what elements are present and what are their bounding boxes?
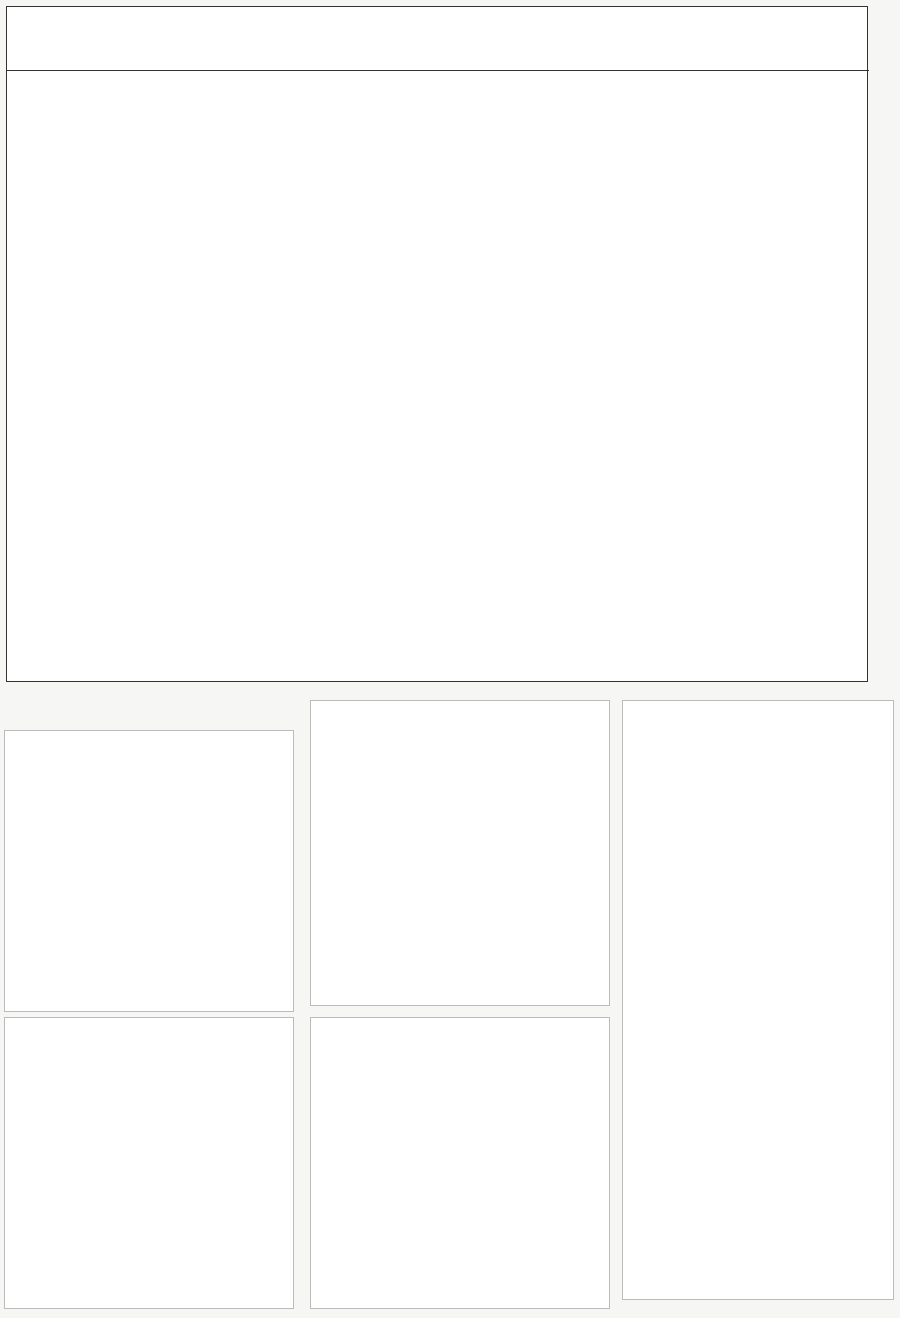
secfix-lists — [311, 1046, 609, 1246]
legend-note — [864, 8, 894, 678]
fixtures-panel — [6, 6, 868, 682]
bus-timetable — [622, 700, 894, 1300]
lineups-box — [4, 1017, 294, 1309]
canon-league-table — [4, 730, 294, 1012]
secl-table — [310, 700, 610, 1006]
fixtures-header — [7, 7, 869, 71]
secl-fixtures — [310, 1017, 610, 1309]
